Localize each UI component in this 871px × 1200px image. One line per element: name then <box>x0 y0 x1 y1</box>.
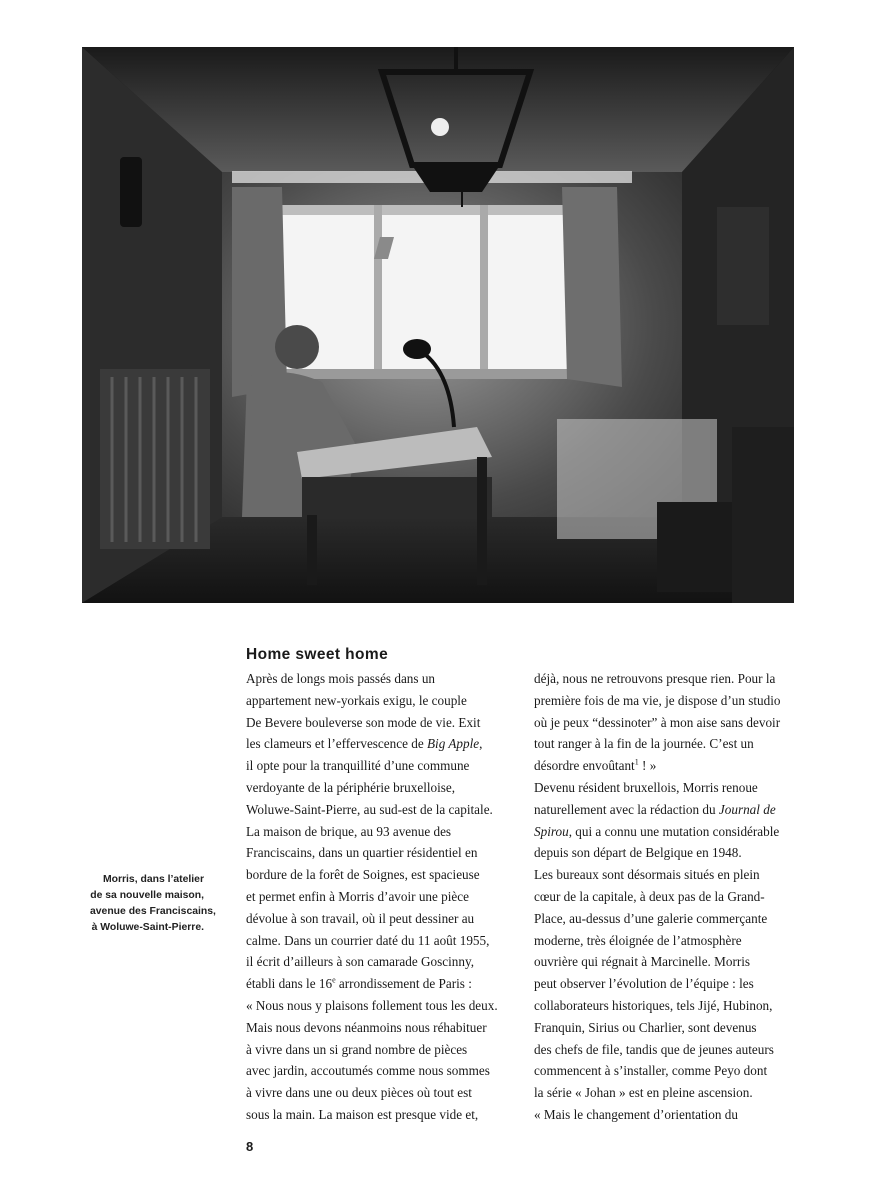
body-text-line: Franquin, Sirius ou Charlier, sont devenus <box>534 1019 757 1035</box>
body-text-line: sous la main. La maison est presque vide et, <box>246 1106 479 1122</box>
body-text-line: Mais nous devons néanmoins nous réhabituer <box>246 1019 487 1035</box>
atelier-photo-illustration <box>82 47 794 603</box>
body-text-line: Spirou, qui a connu une mutation considérable <box>534 823 780 839</box>
body-text-line: les clameurs et l’effervescence de Big Apple, <box>246 736 483 752</box>
body-text-line: première fois de ma vie, je dispose d’un studio <box>534 692 781 708</box>
body-text-line: commencent à s’installer, comme Peyo dont <box>534 1063 768 1079</box>
atelier-photo <box>82 47 794 603</box>
body-text-line: Devenu résident bruxellois, Morris renoue <box>534 779 758 795</box>
body-text-line: déjà, nous ne retrouvons presque rien. Pour la <box>534 671 776 686</box>
body-text-line: à vivre dans une ou deux pièces où tout est <box>246 1085 472 1101</box>
body-text-line: La maison de brique, au 93 avenue des <box>246 823 452 839</box>
body-text-line: à vivre dans un si grand nombre de pièces <box>246 1041 468 1057</box>
body-text-line: cœur de la capitale, à deux pas de la Grand- <box>534 888 765 904</box>
body-text-line: tout ranger à la fin de la journée. C’est un <box>534 736 754 752</box>
body-text-line: moderne, très éloignée de l’atmosphère <box>534 932 742 948</box>
body-text-line: verdoyante de la périphérie bruxelloise, <box>246 779 456 795</box>
body-text-line: depuis son départ de Belgique en 1948. <box>534 845 742 861</box>
article-column-1 <box>246 668 521 1126</box>
body-text-line: il écrit d’ailleurs à son camarade Goscinny, <box>246 954 475 970</box>
article-heading: Home sweet home <box>246 646 389 663</box>
body-text-line: Place, au-dessus d’une galerie commerçante <box>534 910 768 926</box>
body-text-line: ouvrière qui régnait à Marcinelle. Morris <box>534 954 751 970</box>
body-text-line: et permet enfin à Morris d’avoir une pièce <box>246 888 469 904</box>
body-text-line: calme. Dans un courrier daté du 11 août 1955, <box>246 932 490 948</box>
page-number: 8 <box>246 1139 254 1154</box>
body-text-line: bordure de la forêt de Soignes, est spacieuse <box>246 867 480 883</box>
body-text-line: peut observer l’évolution de l’équipe : les <box>534 976 754 992</box>
body-text-line: De Bevere bouleverse son mode de vie. Exit <box>246 714 481 730</box>
article-column-2 <box>534 668 814 1126</box>
body-text-line: des chefs de file, tandis que de jeunes auteurs <box>534 1041 774 1057</box>
caption-line: de sa nouvelle maison, <box>90 890 204 901</box>
caption-line: Morris, dans l’atelier <box>102 874 204 885</box>
body-text-line: établi dans le 16e arrondissement de Paris : <box>246 975 472 992</box>
body-text-line: naturellement avec la rédaction du Journal de <box>534 801 776 817</box>
body-text-line: Les bureaux sont désormais situés en plein <box>534 867 760 883</box>
body-text-line: « Nous nous y plaisons follement tous les deux. <box>246 997 498 1013</box>
caption-line: à Woluwe-Saint-Pierre. <box>91 922 204 933</box>
body-text-line: avec jardin, accoutumés comme nous sommes <box>246 1063 490 1079</box>
body-text-line: Après de longs mois passés dans un <box>246 671 436 686</box>
body-text-line: collaborateurs historiques, tels Jijé, Hubinon, <box>534 997 773 1013</box>
photo-caption <box>90 872 216 936</box>
body-text-line: « Mais le changement d’orientation du <box>534 1106 738 1122</box>
body-text-line: dévolue à son travail, où il peut dessiner au <box>246 910 475 926</box>
body-text-line: la série « Johan » est en pleine ascension. <box>534 1085 753 1101</box>
caption-line: avenue des Franciscains, <box>90 906 216 917</box>
body-text-line: il opte pour la tranquillité d’une commune <box>246 758 470 774</box>
body-text-line: désordre envoûtant$^1$ ! » <box>534 757 657 774</box>
body-text-line: Franciscains, dans un quartier résidentiel en <box>246 845 478 861</box>
body-text-line: Woluwe-Saint-Pierre, au sud-est de la capitale. <box>246 801 493 817</box>
body-text-line: où je peux “dessinoter” à mon aise sans devoir <box>534 714 781 730</box>
body-text-line: appartement new-yorkais exigu, le couple <box>246 692 467 708</box>
